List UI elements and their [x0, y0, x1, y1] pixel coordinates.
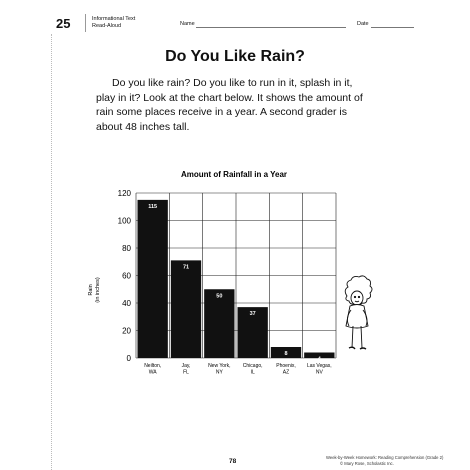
bar: [204, 289, 234, 358]
bar: [171, 260, 201, 358]
x-tick-label: IL: [250, 369, 255, 376]
y-axis-title-line1: Rain: [88, 284, 94, 296]
x-tick-label: New York,: [208, 363, 231, 369]
x-tick-label: Chicago,: [242, 363, 263, 369]
y-tick-label: 0: [126, 354, 131, 363]
bar-value-label: 4: [317, 356, 321, 363]
x-tick-label: WA: [148, 369, 157, 376]
y-tick-label: 40: [122, 299, 131, 308]
page-title: Do You Like Rain?: [165, 48, 305, 65]
chart-y-axis-label: [88, 277, 101, 303]
x-tick-label: Jay,: [181, 363, 191, 369]
passage-text: Do you like rain? Do you like to run in it, splash in it, play in it? Look at the chart below. It shows the amount of rain some places receive in a year. A second grader is about 48 inches tall.: [96, 77, 363, 133]
y-tick-label: 60: [122, 271, 131, 281]
y-axis-title-line2: (in inches): [95, 277, 101, 303]
y-tick-label: 20: [122, 326, 131, 336]
bar-value-label: 37: [249, 311, 256, 318]
lesson-subcategory: Read-Aloud: [92, 23, 122, 29]
x-tick-label: NV: [315, 369, 323, 376]
x-tick-label: Las Vegas,: [306, 363, 332, 369]
page-number: 78: [229, 458, 237, 465]
y-axis-title: [88, 277, 101, 303]
y-tick-label: 120: [117, 189, 131, 198]
bar: [138, 200, 168, 358]
name-label: Name: [180, 21, 195, 27]
x-tick-label: FL: [183, 369, 189, 376]
chart-axes: [118, 189, 132, 363]
chart-title: Amount of Rainfall in a Year: [180, 170, 288, 179]
date-label: Date: [357, 21, 369, 27]
lesson-number: 25: [56, 16, 71, 31]
bar-value-label: 8: [284, 351, 288, 357]
bar-value-label: 50: [216, 293, 223, 300]
chart-x-labels: [144, 363, 332, 376]
copyright-notice: © Mary Rose, Scholastic Inc.: [340, 461, 394, 466]
y-tick-label: 100: [117, 216, 131, 226]
bar-value-label: 71: [182, 264, 190, 271]
y-tick-label: 80: [122, 244, 131, 253]
girl-illustration: [345, 276, 372, 349]
x-tick-label: NY: [215, 369, 223, 376]
bar-value-label: 115: [148, 203, 158, 210]
book-credit: Week-by-Week Homework: Reading Comprehension (Grade 2): [326, 455, 444, 460]
x-tick-label: Phoenix,: [276, 363, 296, 369]
x-tick-label: AZ: [282, 369, 290, 376]
lesson-category: Informational Text: [92, 16, 136, 22]
x-tick-label: Neilton,: [144, 363, 162, 369]
